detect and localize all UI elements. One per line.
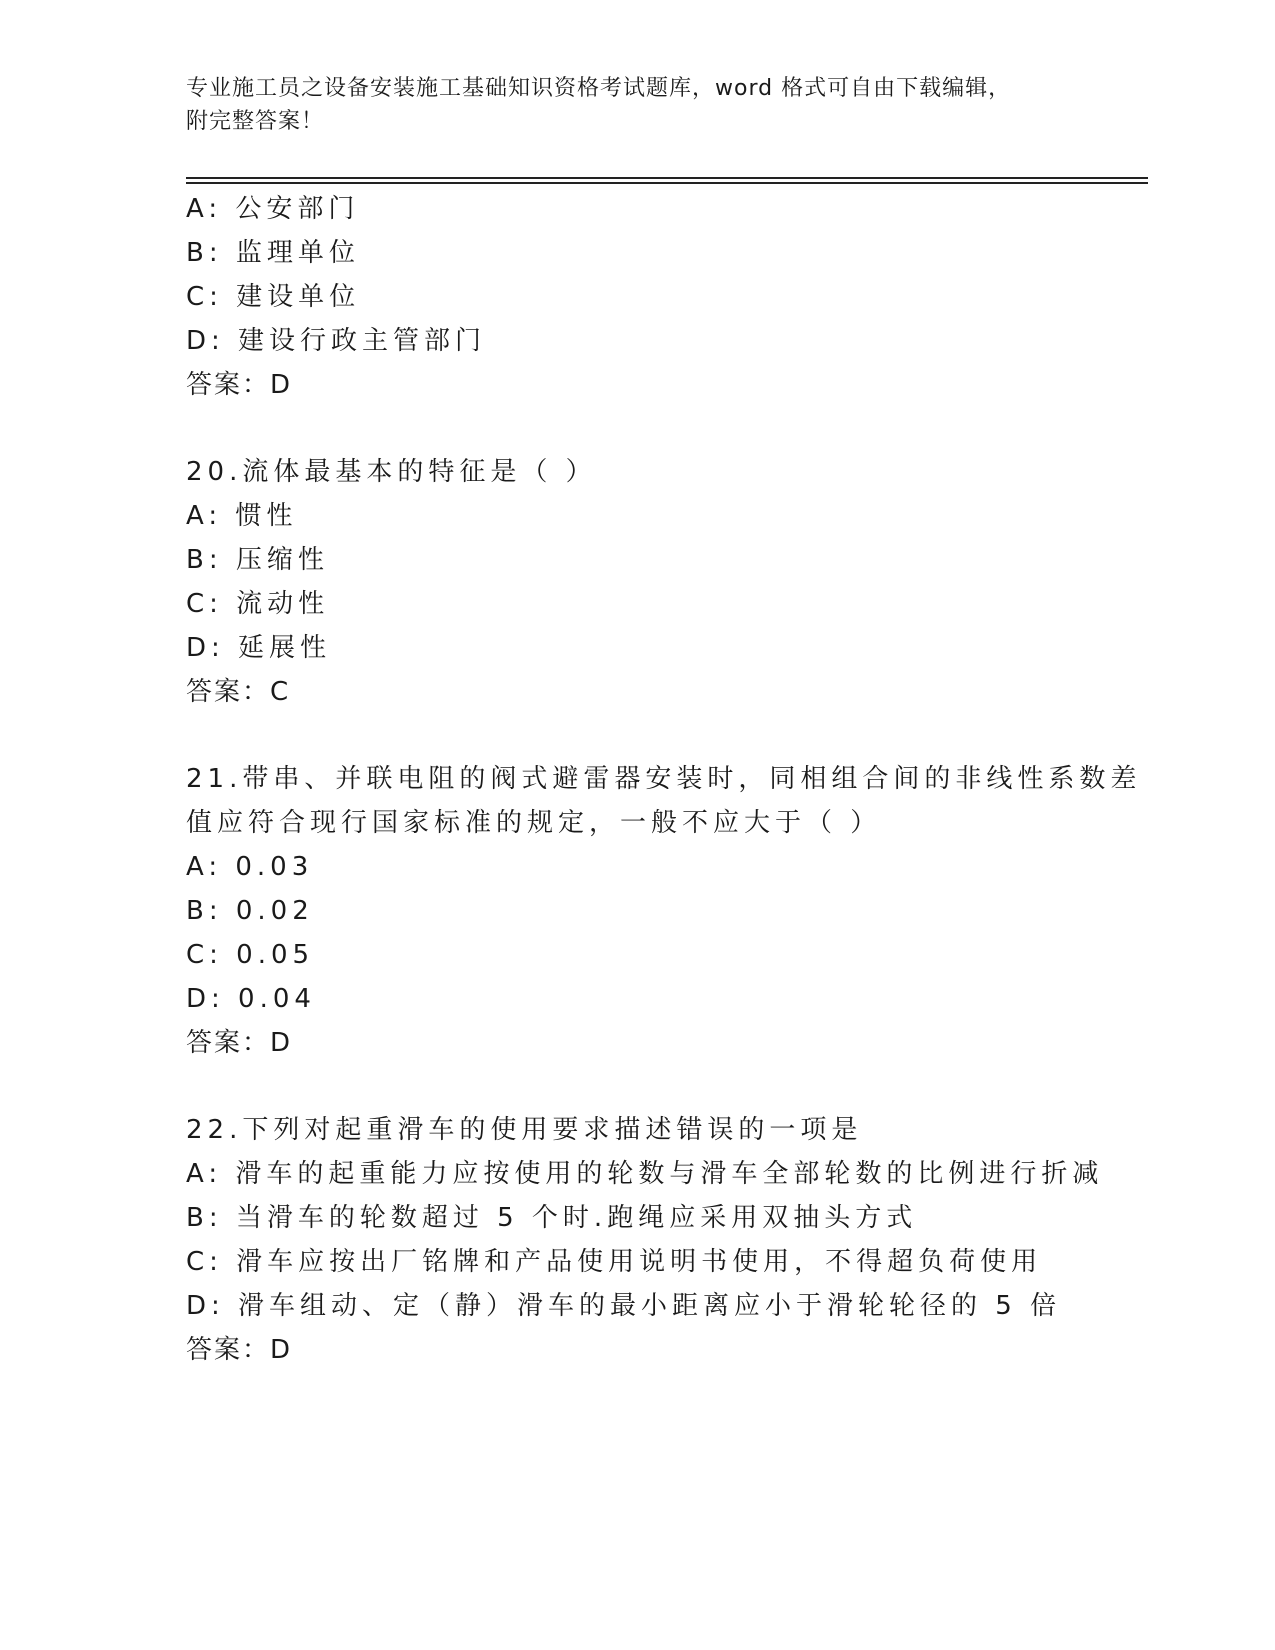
q21-question-line-1: 21.带串、并联电阻的阀式避雷器安装时，同相组合间的非线性系数差 <box>186 764 1142 794</box>
header-divider-bottom <box>186 182 1148 184</box>
q21-option-a: A: 0.03 <box>186 852 314 882</box>
q19-option-a: A: 公安部门 <box>186 194 360 224</box>
q22-option-a: A: 滑车的起重能力应按使用的轮数与滑车全部轮数的比例进行折减 <box>186 1159 1104 1189</box>
q19-option-d: D: 建设行政主管部门 <box>186 326 487 356</box>
q19-option-c: C: 建设单位 <box>186 282 361 312</box>
header-line-1: 专业施工员之设备安装施工基础知识资格考试题库，word 格式可自由下载编辑， <box>186 76 1012 101</box>
q22-question: 22.下列对起重滑车的使用要求描述错误的一项是 <box>186 1115 863 1145</box>
q20-option-b: B: 压缩性 <box>186 545 329 575</box>
q22-answer: 答案：D <box>186 1335 293 1365</box>
q21-answer: 答案：D <box>186 1028 293 1058</box>
q22-option-d: D: 滑车组动、定（静）滑车的最小距离应小于滑轮轮径的 5 倍 <box>186 1291 1062 1321</box>
q19-answer: 答案：D <box>186 370 293 400</box>
q22-option-b: B: 当滑车的轮数超过 5 个时.跑绳应采用双抽头方式 <box>186 1203 918 1233</box>
header-line-2: 附完整答案！ <box>186 109 325 134</box>
q21-option-d: D: 0.04 <box>186 984 316 1014</box>
q21-option-c: C: 0.05 <box>186 940 315 970</box>
q19-option-b: B: 监理单位 <box>186 238 360 268</box>
q20-question: 20.流体最基本的特征是（ ） <box>186 457 597 487</box>
q21-question-line-2: 值应符合现行国家标准的规定，一般不应大于（ ） <box>186 808 882 838</box>
header-divider-top <box>186 177 1148 179</box>
q21-option-b: B: 0.02 <box>186 896 314 926</box>
q20-option-a: A: 惯性 <box>186 501 298 531</box>
q20-answer: 答案：C <box>186 677 291 707</box>
q22-option-c: C: 滑车应按出厂铭牌和产品使用说明书使用，不得超负荷使用 <box>186 1247 1043 1277</box>
q20-option-d: D: 延展性 <box>186 633 332 663</box>
document-header <box>186 72 1086 138</box>
q20-option-c: C: 流动性 <box>186 589 330 619</box>
